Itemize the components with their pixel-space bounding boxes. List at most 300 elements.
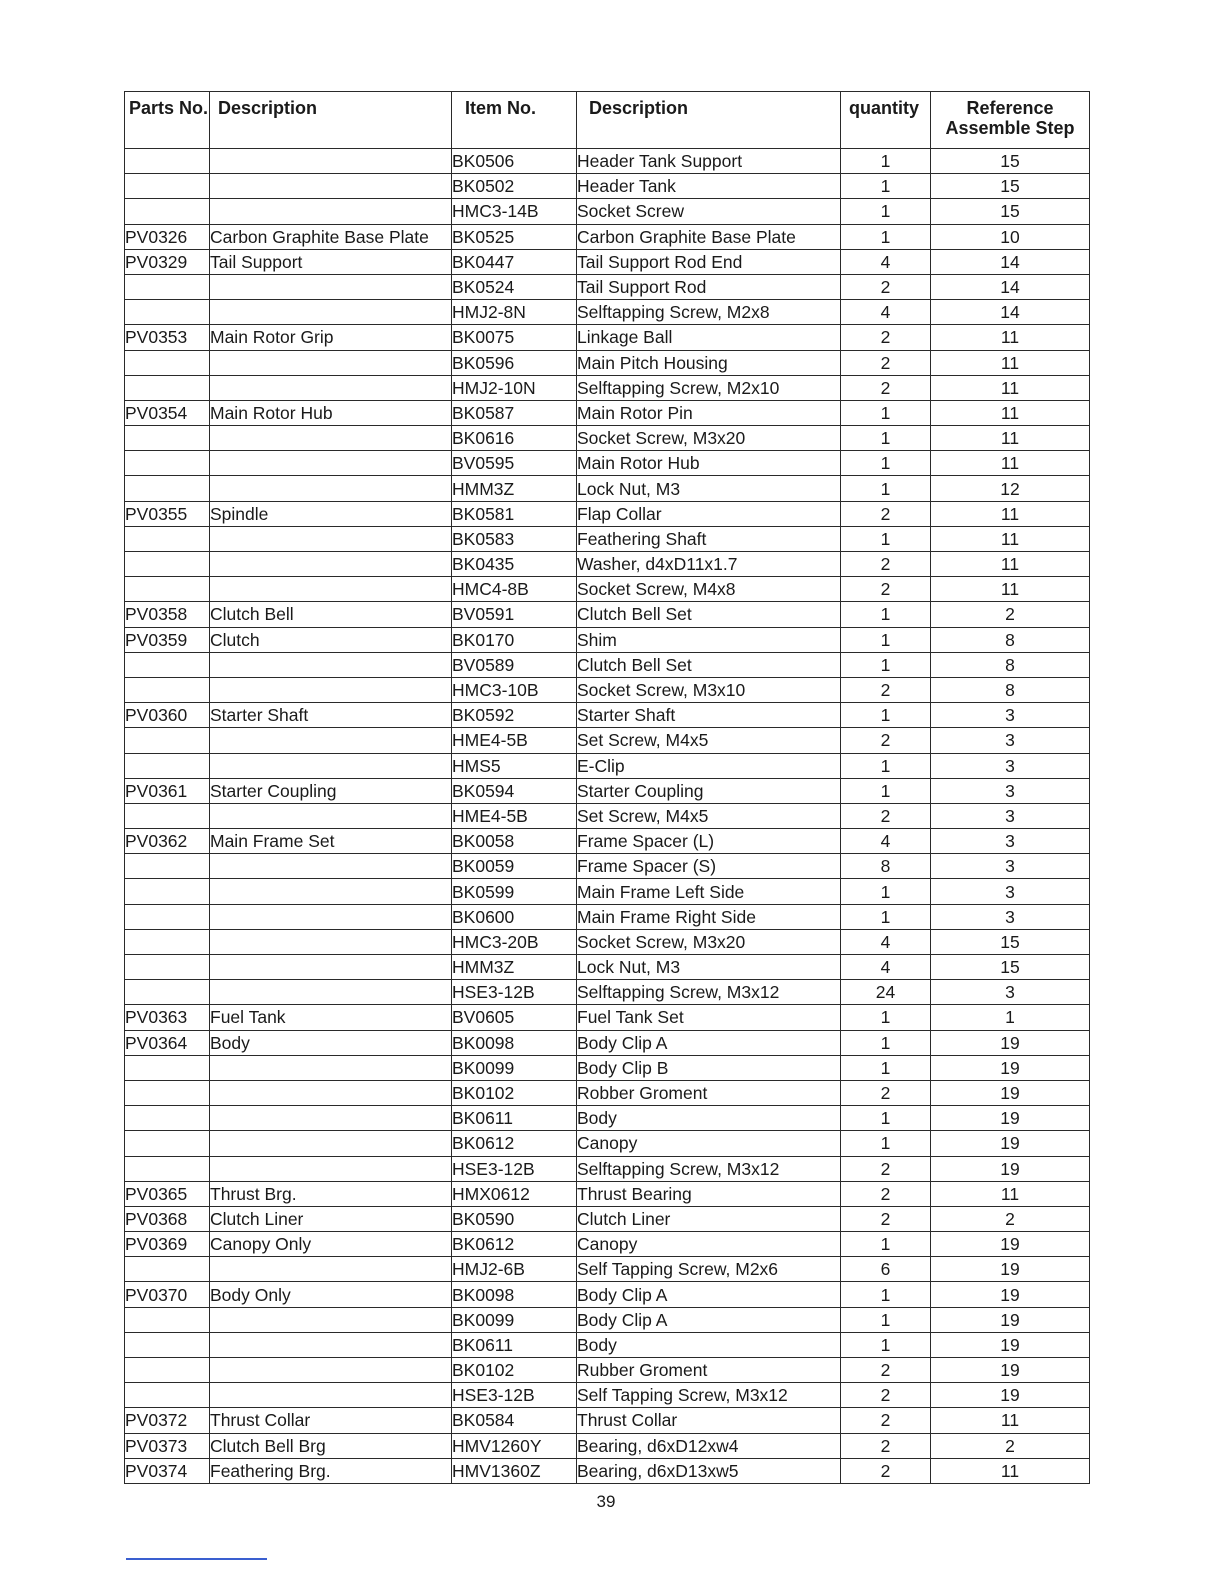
cell-parts-description (210, 300, 452, 325)
cell-quantity: 2 (841, 1156, 931, 1181)
cell-item-no: BK0506 (452, 149, 577, 174)
table-row (125, 577, 1090, 602)
cell-quantity: 2 (841, 501, 931, 526)
cell-item-description: Linkage Ball (577, 325, 841, 350)
cell-reference-step: 3 (931, 980, 1090, 1005)
cell-reference-step: 10 (931, 224, 1090, 249)
cell-parts-description: Thrust Collar (210, 1408, 452, 1433)
cell-quantity: 1 (841, 476, 931, 501)
cell-item-no: HMC3-10B (452, 677, 577, 702)
cell-reference-step: 11 (931, 1181, 1090, 1206)
cell-quantity: 1 (841, 224, 931, 249)
cell-reference-step: 19 (931, 1282, 1090, 1307)
cell-parts-description: Canopy Only (210, 1232, 452, 1257)
cell-parts-no: PV0353 (125, 325, 210, 350)
cell-parts-description: Thrust Brg. (210, 1181, 452, 1206)
cell-parts-no (125, 980, 210, 1005)
cell-parts-description (210, 350, 452, 375)
cell-parts-no (125, 174, 210, 199)
cell-quantity: 1 (841, 652, 931, 677)
cell-parts-no (125, 753, 210, 778)
cell-parts-no (125, 1383, 210, 1408)
cell-item-description: Selftapping Screw, M2x8 (577, 300, 841, 325)
header-row (125, 92, 1090, 149)
header-reference-line1: Reference (966, 98, 1054, 118)
table-row (125, 879, 1090, 904)
cell-reference-step: 11 (931, 350, 1090, 375)
cell-parts-no (125, 375, 210, 400)
cell-reference-step: 15 (931, 955, 1090, 980)
cell-parts-description (210, 1307, 452, 1332)
cell-item-no: BK0058 (452, 829, 577, 854)
cell-parts-description (210, 955, 452, 980)
cell-parts-no (125, 1131, 210, 1156)
table-row (125, 1030, 1090, 1055)
cell-reference-step: 3 (931, 753, 1090, 778)
cell-parts-description (210, 854, 452, 879)
cell-parts-description (210, 426, 452, 451)
cell-item-description: Selftapping Screw, M3x12 (577, 980, 841, 1005)
cell-parts-no: PV0373 (125, 1433, 210, 1458)
cell-parts-no: PV0354 (125, 400, 210, 425)
cell-quantity: 2 (841, 1433, 931, 1458)
table-row (125, 1080, 1090, 1105)
cell-item-no: BK0524 (452, 274, 577, 299)
table-row (125, 753, 1090, 778)
cell-reference-step: 11 (931, 501, 1090, 526)
cell-parts-description (210, 1156, 452, 1181)
cell-reference-step: 1 (931, 1005, 1090, 1030)
cell-reference-step: 19 (931, 1383, 1090, 1408)
cell-item-description: Tail Support Rod End (577, 249, 841, 274)
cell-parts-no (125, 728, 210, 753)
table-row (125, 652, 1090, 677)
cell-item-no: BK0594 (452, 778, 577, 803)
table-row (125, 904, 1090, 929)
cell-item-no: HMS5 (452, 753, 577, 778)
cell-quantity: 2 (841, 1080, 931, 1105)
cell-reference-step: 3 (931, 904, 1090, 929)
cell-item-no: BK0075 (452, 325, 577, 350)
cell-parts-description (210, 1383, 452, 1408)
table-body (125, 149, 1090, 1484)
table-row (125, 677, 1090, 702)
cell-quantity: 2 (841, 552, 931, 577)
cell-item-description: Feathering Shaft (577, 526, 841, 551)
cell-quantity: 1 (841, 526, 931, 551)
cell-parts-no (125, 199, 210, 224)
table-row (125, 274, 1090, 299)
cell-item-no: HMM3Z (452, 955, 577, 980)
cell-quantity: 1 (841, 879, 931, 904)
cell-item-no: HMM3Z (452, 476, 577, 501)
table-row (125, 728, 1090, 753)
cell-parts-no (125, 955, 210, 980)
cell-item-description: Main Rotor Hub (577, 451, 841, 476)
cell-parts-description: Fuel Tank (210, 1005, 452, 1030)
cell-item-description: Robber Groment (577, 1080, 841, 1105)
cell-item-description: Flap Collar (577, 501, 841, 526)
cell-item-no: BK0059 (452, 854, 577, 879)
cell-parts-no: PV0360 (125, 703, 210, 728)
cell-parts-no (125, 350, 210, 375)
cell-parts-no: PV0364 (125, 1030, 210, 1055)
cell-parts-description (210, 803, 452, 828)
parts-table (124, 91, 1090, 1484)
cell-parts-no: PV0362 (125, 829, 210, 854)
cell-parts-description (210, 1106, 452, 1131)
cell-item-description: Selftapping Screw, M2x10 (577, 375, 841, 400)
cell-quantity: 1 (841, 174, 931, 199)
cell-parts-no: PV0355 (125, 501, 210, 526)
table-row (125, 1181, 1090, 1206)
cell-parts-no (125, 149, 210, 174)
cell-quantity: 1 (841, 627, 931, 652)
cell-parts-no (125, 426, 210, 451)
cell-quantity: 2 (841, 1181, 931, 1206)
cell-item-description: Clutch Liner (577, 1206, 841, 1231)
cell-parts-no: PV0365 (125, 1181, 210, 1206)
page-number: 39 (596, 1492, 616, 1511)
cell-item-no: BK0612 (452, 1232, 577, 1257)
header-description: Description (210, 92, 452, 149)
cell-parts-description (210, 1131, 452, 1156)
cell-item-description: Lock Nut, M3 (577, 955, 841, 980)
cell-item-no: BK0102 (452, 1358, 577, 1383)
cell-item-no: BK0502 (452, 174, 577, 199)
header-reference-line2: Assemble Step (945, 118, 1075, 138)
table-row (125, 829, 1090, 854)
cell-item-description: Main Pitch Housing (577, 350, 841, 375)
cell-parts-description (210, 728, 452, 753)
cell-item-description: Clutch Bell Set (577, 602, 841, 627)
cell-parts-no (125, 300, 210, 325)
cell-parts-no: PV0326 (125, 224, 210, 249)
cell-reference-step: 11 (931, 526, 1090, 551)
cell-item-no: BK0583 (452, 526, 577, 551)
cell-parts-no (125, 1307, 210, 1332)
table-row (125, 1055, 1090, 1080)
cell-item-description: Socket Screw, M3x20 (577, 929, 841, 954)
table-row (125, 174, 1090, 199)
cell-reference-step: 14 (931, 300, 1090, 325)
cell-quantity: 1 (841, 1005, 931, 1030)
cell-item-description: Fuel Tank Set (577, 1005, 841, 1030)
cell-parts-no (125, 274, 210, 299)
cell-reference-step: 19 (931, 1358, 1090, 1383)
cell-item-no: HMV1260Y (452, 1433, 577, 1458)
table-row (125, 1408, 1090, 1433)
cell-item-no: BK0611 (452, 1106, 577, 1131)
cell-reference-step: 15 (931, 174, 1090, 199)
cell-item-description: Socket Screw (577, 199, 841, 224)
cell-quantity: 1 (841, 778, 931, 803)
cell-item-description: Clutch Bell Set (577, 652, 841, 677)
cell-parts-description (210, 652, 452, 677)
cell-item-no: BK0525 (452, 224, 577, 249)
cell-item-description: Starter Shaft (577, 703, 841, 728)
cell-quantity: 1 (841, 1030, 931, 1055)
cell-reference-step: 14 (931, 274, 1090, 299)
table-row (125, 300, 1090, 325)
cell-item-no: BK0612 (452, 1131, 577, 1156)
table-row (125, 1282, 1090, 1307)
cell-item-description: Main Rotor Pin (577, 400, 841, 425)
cell-item-description: Frame Spacer (S) (577, 854, 841, 879)
table-row (125, 1131, 1090, 1156)
cell-item-no: HMJ2-6B (452, 1257, 577, 1282)
table-row (125, 1257, 1090, 1282)
cell-quantity: 2 (841, 1358, 931, 1383)
table-row (125, 375, 1090, 400)
cell-parts-no (125, 476, 210, 501)
cell-quantity: 1 (841, 199, 931, 224)
cell-quantity: 1 (841, 904, 931, 929)
table-row (125, 854, 1090, 879)
cell-item-no: BV0591 (452, 602, 577, 627)
cell-parts-no: PV0370 (125, 1282, 210, 1307)
cell-parts-no: PV0374 (125, 1458, 210, 1483)
cell-quantity: 1 (841, 1232, 931, 1257)
cell-item-description: Body (577, 1332, 841, 1357)
cell-reference-step: 19 (931, 1080, 1090, 1105)
cell-item-no: BV0595 (452, 451, 577, 476)
table-row (125, 1156, 1090, 1181)
cell-item-no: BK0102 (452, 1080, 577, 1105)
cell-quantity: 4 (841, 249, 931, 274)
cell-item-no: HMC4-8B (452, 577, 577, 602)
cell-quantity: 1 (841, 703, 931, 728)
cell-item-no: BK0596 (452, 350, 577, 375)
cell-item-no: HMJ2-8N (452, 300, 577, 325)
cell-parts-no (125, 854, 210, 879)
cell-quantity: 4 (841, 300, 931, 325)
cell-quantity: 2 (841, 577, 931, 602)
cell-reference-step: 11 (931, 1458, 1090, 1483)
header-item-no: Item No. (452, 92, 577, 149)
cell-quantity: 24 (841, 980, 931, 1005)
cell-parts-description (210, 451, 452, 476)
cell-item-no: BK0170 (452, 627, 577, 652)
cell-parts-description: Feathering Brg. (210, 1458, 452, 1483)
cell-parts-description: Starter Coupling (210, 778, 452, 803)
cell-item-no: BV0589 (452, 652, 577, 677)
cell-item-no: BK0599 (452, 879, 577, 904)
cell-reference-step: 11 (931, 325, 1090, 350)
table-row (125, 1383, 1090, 1408)
cell-parts-description (210, 929, 452, 954)
cell-reference-step: 3 (931, 703, 1090, 728)
cell-reference-step: 11 (931, 426, 1090, 451)
cell-reference-step: 2 (931, 602, 1090, 627)
cell-parts-no: PV0372 (125, 1408, 210, 1433)
cell-item-description: Canopy (577, 1232, 841, 1257)
table-row (125, 602, 1090, 627)
cell-parts-no (125, 1332, 210, 1357)
cell-item-description: Frame Spacer (L) (577, 829, 841, 854)
cell-parts-no (125, 1156, 210, 1181)
cell-quantity: 2 (841, 677, 931, 702)
cell-quantity: 1 (841, 602, 931, 627)
cell-item-no: HMC3-14B (452, 199, 577, 224)
cell-parts-description: Clutch (210, 627, 452, 652)
cell-item-description: Carbon Graphite Base Plate (577, 224, 841, 249)
cell-parts-description: Main Frame Set (210, 829, 452, 854)
cell-quantity: 2 (841, 1206, 931, 1231)
cell-reference-step: 19 (931, 1030, 1090, 1055)
cell-item-description: Bearing, d6xD12xw4 (577, 1433, 841, 1458)
cell-reference-step: 11 (931, 1408, 1090, 1433)
table-row (125, 1106, 1090, 1131)
cell-item-no: BK0600 (452, 904, 577, 929)
table-row (125, 1358, 1090, 1383)
cell-item-no: BK0098 (452, 1030, 577, 1055)
cell-item-no: HMX0612 (452, 1181, 577, 1206)
cell-reference-step: 19 (931, 1232, 1090, 1257)
table-row (125, 778, 1090, 803)
cell-item-no: HSE3-12B (452, 980, 577, 1005)
cell-item-description: Shim (577, 627, 841, 652)
cell-item-description: Starter Coupling (577, 778, 841, 803)
cell-parts-description (210, 577, 452, 602)
cell-quantity: 4 (841, 955, 931, 980)
table-row (125, 224, 1090, 249)
cell-parts-no: PV0359 (125, 627, 210, 652)
cell-parts-description (210, 1358, 452, 1383)
cell-reference-step: 3 (931, 778, 1090, 803)
cell-reference-step: 19 (931, 1131, 1090, 1156)
table-row (125, 1307, 1090, 1332)
cell-quantity: 1 (841, 426, 931, 451)
cell-item-description: Main Frame Left Side (577, 879, 841, 904)
cell-quantity: 1 (841, 451, 931, 476)
table-row (125, 552, 1090, 577)
cell-parts-no (125, 652, 210, 677)
cell-reference-step: 19 (931, 1106, 1090, 1131)
cell-reference-step: 3 (931, 728, 1090, 753)
table-row (125, 400, 1090, 425)
cell-parts-description: Clutch Liner (210, 1206, 452, 1231)
cell-reference-step: 11 (931, 577, 1090, 602)
cell-item-description: Bearing, d6xD13xw5 (577, 1458, 841, 1483)
cell-reference-step: 2 (931, 1433, 1090, 1458)
cell-item-description: Socket Screw, M4x8 (577, 577, 841, 602)
cell-item-no: BK0099 (452, 1055, 577, 1080)
cell-item-description: Header Tank (577, 174, 841, 199)
cell-parts-description: Body (210, 1030, 452, 1055)
table-row (125, 955, 1090, 980)
cell-reference-step: 3 (931, 879, 1090, 904)
cell-quantity: 4 (841, 929, 931, 954)
cell-reference-step: 11 (931, 451, 1090, 476)
cell-item-description: Washer, d4xD11x1.7 (577, 552, 841, 577)
table-row (125, 627, 1090, 652)
cell-reference-step: 12 (931, 476, 1090, 501)
cell-parts-description: Clutch Bell (210, 602, 452, 627)
cell-parts-no (125, 1055, 210, 1080)
table-row (125, 325, 1090, 350)
table-row (125, 1206, 1090, 1231)
header-parts-no: Parts No. (125, 92, 210, 149)
cell-item-description: Selftapping Screw, M3x12 (577, 1156, 841, 1181)
cell-item-description: Main Frame Right Side (577, 904, 841, 929)
cell-reference-step: 11 (931, 552, 1090, 577)
header-reference (931, 92, 1090, 149)
cell-quantity: 1 (841, 1131, 931, 1156)
cell-quantity: 1 (841, 1307, 931, 1332)
cell-item-description: Body Clip A (577, 1282, 841, 1307)
cell-quantity: 2 (841, 728, 931, 753)
cell-quantity: 8 (841, 854, 931, 879)
cell-item-description: Header Tank Support (577, 149, 841, 174)
cell-item-no: BK0435 (452, 552, 577, 577)
cell-parts-description (210, 199, 452, 224)
cell-item-no: BK0611 (452, 1332, 577, 1357)
cell-parts-no: PV0363 (125, 1005, 210, 1030)
table-row (125, 526, 1090, 551)
cell-parts-description (210, 149, 452, 174)
cell-item-description: Socket Screw, M3x20 (577, 426, 841, 451)
cell-parts-no (125, 552, 210, 577)
cell-reference-step: 19 (931, 1307, 1090, 1332)
cell-item-no: BV0605 (452, 1005, 577, 1030)
cell-item-no: HSE3-12B (452, 1156, 577, 1181)
cell-parts-no: PV0361 (125, 778, 210, 803)
cell-reference-step: 8 (931, 677, 1090, 702)
cell-quantity: 2 (841, 375, 931, 400)
cell-item-description: Set Screw, M4x5 (577, 803, 841, 828)
cell-parts-description: Body Only (210, 1282, 452, 1307)
cell-reference-step: 19 (931, 1257, 1090, 1282)
cell-reference-step: 2 (931, 1206, 1090, 1231)
cell-quantity: 1 (841, 149, 931, 174)
cell-parts-description (210, 1332, 452, 1357)
cell-parts-description (210, 1080, 452, 1105)
cell-parts-description (210, 526, 452, 551)
cell-parts-no (125, 929, 210, 954)
cell-item-description: Set Screw, M4x5 (577, 728, 841, 753)
cell-quantity: 1 (841, 1055, 931, 1080)
cell-item-no: HMC3-20B (452, 929, 577, 954)
table-row (125, 451, 1090, 476)
cell-quantity: 1 (841, 1282, 931, 1307)
cell-item-no: BK0587 (452, 400, 577, 425)
cell-item-no: BK0590 (452, 1206, 577, 1231)
cell-reference-step: 3 (931, 803, 1090, 828)
table-row (125, 199, 1090, 224)
cell-parts-description (210, 375, 452, 400)
cell-item-description: Body Clip A (577, 1307, 841, 1332)
table-row (125, 249, 1090, 274)
cell-item-description: Self Tapping Screw, M2x6 (577, 1257, 841, 1282)
cell-parts-no (125, 1106, 210, 1131)
cell-quantity: 2 (841, 1458, 931, 1483)
table-row (125, 350, 1090, 375)
cell-reference-step: 11 (931, 400, 1090, 425)
table-row (125, 980, 1090, 1005)
cell-reference-step: 15 (931, 199, 1090, 224)
cell-quantity: 2 (841, 1383, 931, 1408)
cell-parts-description (210, 274, 452, 299)
cell-item-no: HSE3-12B (452, 1383, 577, 1408)
cell-parts-description (210, 552, 452, 577)
cell-parts-no (125, 451, 210, 476)
table-row (125, 1332, 1090, 1357)
cell-item-no: BK0098 (452, 1282, 577, 1307)
table-row (125, 149, 1090, 174)
cell-quantity: 2 (841, 803, 931, 828)
cell-item-no: HMJ2-10N (452, 375, 577, 400)
